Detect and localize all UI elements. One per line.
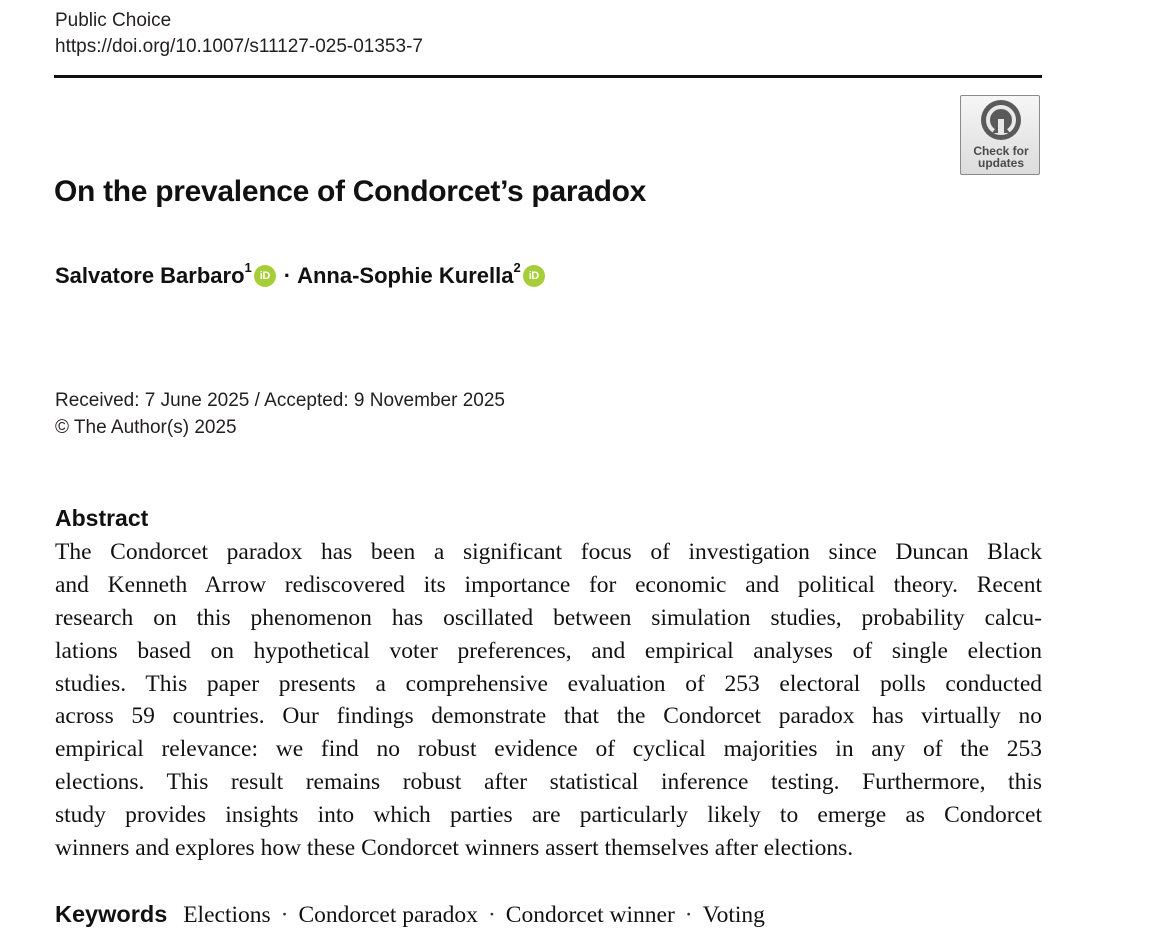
abstract-line: across 59 countries. Our findings demonstrate that the Condorcet paradox has virtually no	[55, 703, 1042, 730]
check-for-updates-icon	[980, 99, 1022, 143]
abstract-line: study provides insights into which parties are particularly likely to emerge as Condorcet	[55, 802, 1042, 829]
author-affiliation: 1	[244, 260, 252, 275]
orcid-icon[interactable]: iD	[523, 265, 545, 287]
author-list	[55, 260, 549, 292]
journal-name: Public Choice	[55, 10, 172, 31]
keyword-item: Voting	[702, 902, 765, 928]
keywords-label: Keywords	[55, 901, 168, 927]
keyword-separator: ·	[487, 902, 496, 928]
abstract-line: The Condorcet paradox has been a significant focus of investigation since Duncan Black	[55, 539, 1042, 565]
abstract-line: lations based on hypothetical voter preferences, and empirical analyses of single election	[55, 637, 1042, 664]
check-for-updates-badge[interactable]	[960, 95, 1040, 175]
abstract-line: and Kenneth Arrow rediscovered its importance for economic and political theory. Recent	[55, 571, 1042, 598]
keyword-item: Elections	[183, 902, 271, 928]
abstract-text	[55, 536, 1042, 865]
abstract-line: elections. This result remains robust after statistical inference testing. Furthermore, this	[55, 769, 1042, 796]
abstract-line: empirical relevance: we find no robust evidence of cyclical majorities in any of the 253	[55, 736, 1042, 763]
author-name[interactable]: Salvatore Barbaro	[55, 263, 245, 288]
keywords	[55, 898, 765, 931]
doi-link[interactable]: https://doi.org/10.1007/s11127-025-01353-7	[55, 36, 423, 57]
abstract-line: winners and explores how these Condorcet winners assert themselves after elections.	[55, 835, 854, 862]
article-title: On the prevalence of Condorcet’s paradox	[54, 175, 647, 208]
keyword-item: Condorcet paradox	[298, 902, 478, 928]
abstract-line: studies. This paper presents a comprehensive evaluation of 253 electoral polls conducted	[55, 670, 1042, 697]
keyword-item: Condorcet winner	[505, 902, 675, 928]
copyright-notice: © The Author(s) 2025	[55, 417, 237, 438]
abstract-line: research on this phenomenon has oscillated between simulation studies, probability calcu-	[55, 604, 1042, 631]
keyword-separator: ·	[684, 902, 693, 928]
orcid-icon[interactable]: iD	[254, 265, 276, 287]
abstract-heading: Abstract	[55, 505, 149, 531]
badge-label-line2: updates	[977, 156, 1024, 170]
author-separator: ·	[283, 263, 292, 288]
received-accepted-dates: Received: 7 June 2025 / Accepted: 9 November 2025	[55, 390, 505, 411]
badge-label-line1: Check for	[973, 144, 1029, 158]
author-name[interactable]: Anna-Sophie Kurella	[297, 263, 514, 288]
header-rule	[54, 75, 1042, 78]
keyword-separator: ·	[280, 902, 289, 928]
author-affiliation: 2	[513, 260, 521, 275]
badge-label	[961, 145, 1041, 169]
